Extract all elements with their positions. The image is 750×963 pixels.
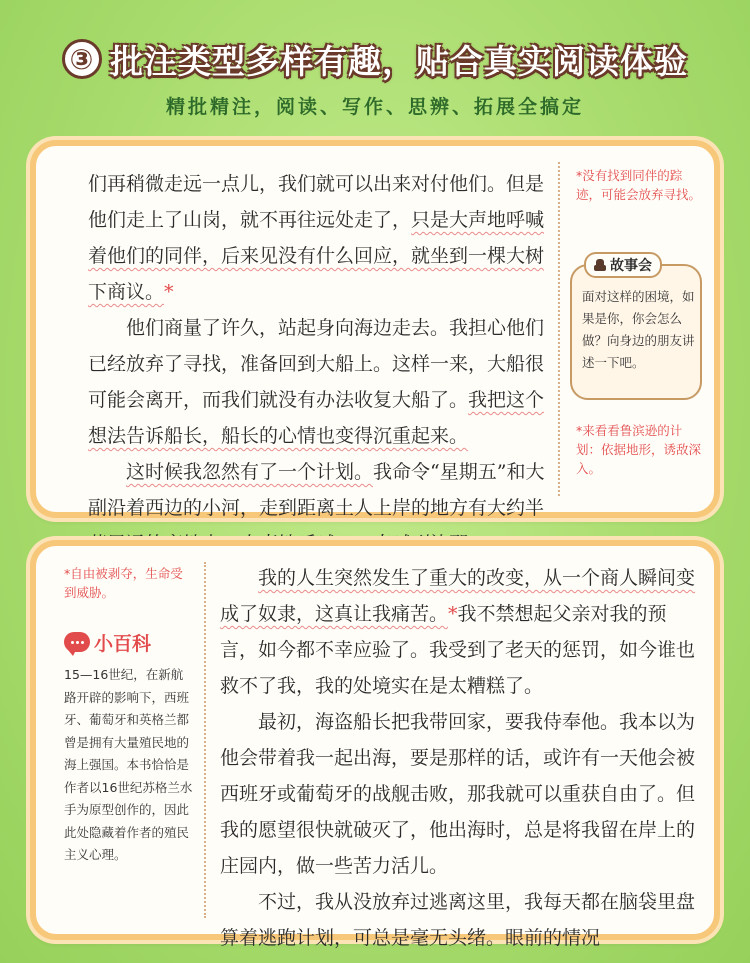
margin-divider <box>558 162 560 496</box>
excerpt-card-1 <box>30 140 720 518</box>
margin-divider <box>204 562 206 918</box>
annotation-mark: * <box>164 281 174 303</box>
encyclopedia-title <box>64 628 151 656</box>
excerpt-card-2 <box>30 540 720 949</box>
story-box-title <box>584 252 662 278</box>
plain-text: 不过，我从没放弃过逃离这里，我每天都在脑袋里盘算着逃跑计划，可总是毫无头绪。眼前的情况 <box>220 891 696 949</box>
story-box-body: 面对这样的困境，如果是你，你会怎么做？向身边的朋友讲述一下吧。 <box>582 289 695 370</box>
paragraph <box>220 884 700 956</box>
page-subtitle: 精批精注，阅读、写作、思辨、拓展全搞定 <box>165 96 584 118</box>
paragraph <box>220 560 700 704</box>
section-number: ③ <box>62 39 102 79</box>
margin-note: *来看看鲁滨逊的计划：依据地形，诱敌深入。 <box>576 423 702 476</box>
margin-note: *没有找到同伴的踪迹，可能会放弃寻找。 <box>576 168 702 202</box>
headline-text: 批注类型多样有趣，贴合真实阅读体验 <box>110 41 688 81</box>
plain-text: 们再稍微走远一点儿，我们就可以出来对付他们。但是他们走上了山岗，就不再往远处走了， <box>88 173 545 231</box>
plain-text: 最初，海盗船长把我带回家，要我侍奉他。我本以为他会带着我一起出海，要是那样的话，或许有一天他会被西班牙或葡萄牙的战舰击败，那我就可以重获自由了。但我的愿望很快就破灭了，他出海时，总是将我留在岸上的庄园内，做一些苦力活儿。 <box>220 711 696 877</box>
speech-bubble-icon <box>64 632 90 652</box>
plain-text: 我命令“星期五”和大副沿着西边的小河，走到距离土人上岸的地方有大约半 <box>88 461 545 519</box>
page-headline <box>0 34 750 84</box>
annotated-text: 只是大声地呼喊着他们的同伴，后来见没有什么回应，就坐到一棵大树下商议。 <box>88 209 545 303</box>
speaker-icon <box>594 259 606 271</box>
margin-note: *自由被剥夺，生命受到威胁。 <box>64 566 183 600</box>
annotated-text: 我把这个想法告诉船长，船长的心情也变得沉重起来。 <box>88 389 545 447</box>
paragraph <box>88 310 552 454</box>
excerpt-text-1 <box>88 166 552 562</box>
annotated-text: 这时候我忽然有了一个计划。 <box>126 461 374 483</box>
encyclopedia-title-label: 小百科 <box>94 632 152 655</box>
annotated-text: 我的人生突然发生了重大的改变，从一个商人瞬间变成了奴隶，这真让我痛苦。 <box>220 567 696 625</box>
encyclopedia-body: 15—16世纪，在新航路开辟的影响下，西班牙、葡萄牙和英格兰都曾是拥有大量殖民地的海上强国。本书恰恰是作者以16世纪苏格兰水手为原型创作的，因此此处隐藏着作者的殖民主义心理。 <box>64 667 193 862</box>
annotation-mark: * <box>448 603 458 625</box>
story-box <box>570 258 702 400</box>
paragraph <box>88 166 552 310</box>
plain-text: 我不禁想起父亲对我的预言，如今都不幸应验了。我受到了老天的惩罚，如今谁也救不了我，我的处境实在是太糟糕了。 <box>220 603 696 697</box>
plain-text: 他们商量了许久，站起身向海边走去。我担心他们已经放弃了寻找，准备回到大船上。这样一来，大船很可能会离开，而我们就没有办法收复大船了。 <box>88 317 545 411</box>
story-title-label: 故事会 <box>610 258 652 274</box>
paragraph <box>220 704 700 884</box>
excerpt-text-2 <box>220 560 700 956</box>
